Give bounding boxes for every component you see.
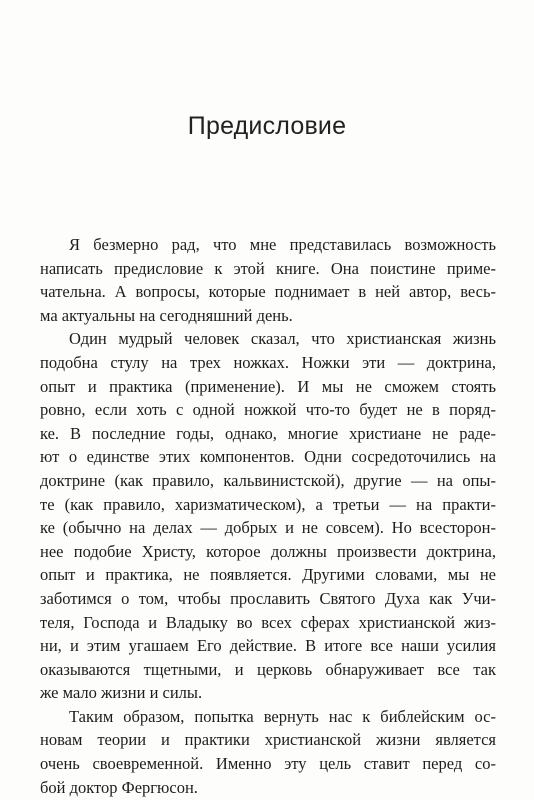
text-line: те (как правило, харизматическом), а третьи — на практи- xyxy=(40,494,496,514)
paragraph xyxy=(40,233,496,327)
text-line: оказываются тщетными, и церковь обнаруживает все так xyxy=(40,659,496,679)
text-line: ма актуальны на сегодняшний день. xyxy=(40,305,293,325)
text-line: подобна стулу на трех ножках. Ножки эти — доктрина, xyxy=(40,352,496,372)
text-line: бой доктор Фергюсон. xyxy=(40,777,198,797)
text-line: опыт и практика (применение). И мы не сможем стоять xyxy=(40,376,496,396)
text-line: очень своевременной. Именно эту цель ставит перед со- xyxy=(40,754,496,774)
text-line: новам теории и практики христианской жизни является xyxy=(40,730,496,750)
text-line: Один мудрый человек сказал, что христианская жизнь xyxy=(69,329,496,349)
text-line: Таким образом, попытка вернуть нас к библейским ос- xyxy=(69,706,496,726)
text-line: ровно, если хоть с одной ножкой что-то будет не в поряд- xyxy=(40,400,496,420)
text-line: ют о единстве этих компонентов. Одни сосредоточились на xyxy=(40,447,496,467)
text-line: доктрине (как правило, кальвинистской), другие — на опы- xyxy=(40,470,496,490)
text-line: написать предисловие к этой книге. Она поистине приме- xyxy=(40,258,496,278)
text-line: ке. В последние годы, однако, многие христиане не раде- xyxy=(40,423,496,443)
text-line: Я безмерно рад, что мне представилась возможность xyxy=(69,235,496,254)
text-line: же мало жизни и силы. xyxy=(40,683,203,703)
text-line: заботимся о том, чтобы прославить Святого Духа как Учи- xyxy=(40,588,496,608)
text-line: теля, Господа и Владыку во всех сферах христианской жиз- xyxy=(40,612,496,632)
text-line: нее подобие Христу, которое должны произвести доктрина, xyxy=(40,541,496,561)
text-line: опыт и практика, не появляется. Другими словами, мы не xyxy=(40,565,496,585)
text-line: чательна. А вопросы, которые поднимает в ней автор, весь- xyxy=(40,282,496,302)
page-title: Предисловие xyxy=(187,112,347,140)
paragraph xyxy=(40,327,496,705)
paragraph xyxy=(40,705,496,799)
text-line: ке (обычно на делах — добрых и не совсем). Но всесторон- xyxy=(40,518,496,538)
text-line: ни, и этим угашаем Его действие. В итоге все наши усилия xyxy=(40,636,496,656)
body-text xyxy=(40,233,496,799)
